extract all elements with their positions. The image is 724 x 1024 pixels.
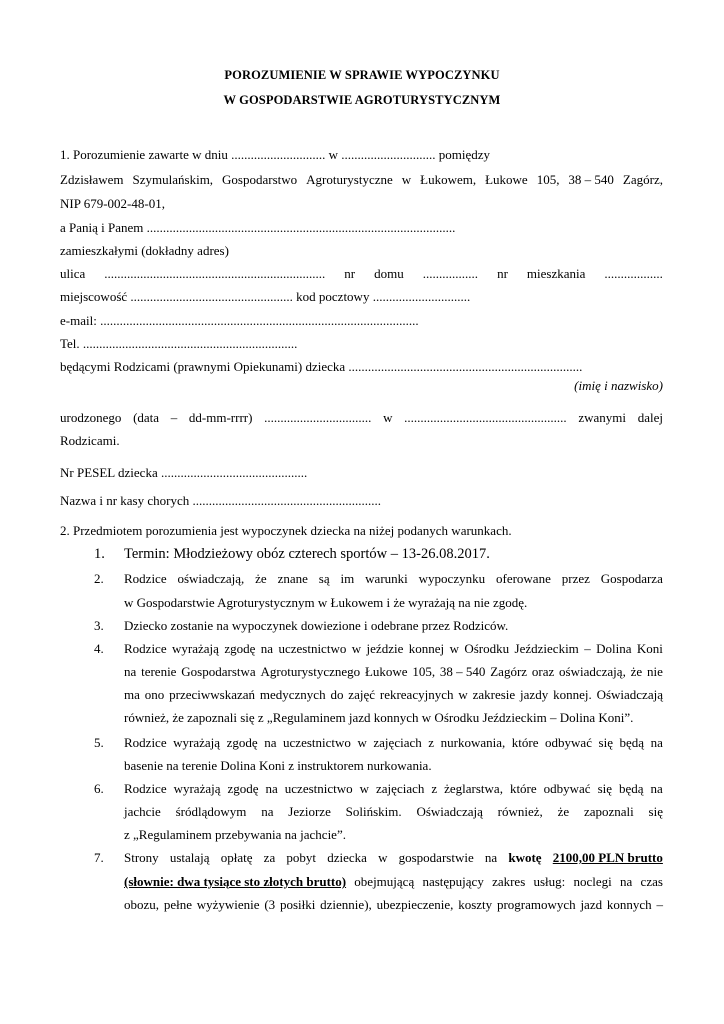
word: noclegi	[573, 874, 612, 889]
party-b: a Panią i Panem ...............................................................................................	[60, 220, 456, 235]
word: koszty	[458, 897, 493, 912]
word: Gospodarstwo	[222, 172, 298, 187]
word: Łukowe	[485, 172, 528, 187]
word: Zagórz,	[622, 172, 663, 187]
word: .................................	[264, 410, 372, 425]
word: domu	[374, 266, 404, 281]
word: na	[124, 664, 137, 679]
word: –	[656, 897, 663, 912]
street-line	[60, 266, 663, 282]
word: Rodzice	[124, 735, 167, 750]
word: Zagórz	[490, 664, 528, 679]
city-line: miejscowość .................................................. kod pocztowy ..............................	[60, 289, 471, 304]
list-item-line	[124, 735, 663, 751]
word: –	[170, 410, 178, 425]
list-item-line: również, że zapoznali się z „Regulaminem jazd konnych w Ośrodku Jeździeckim – Dolina Koni”.	[124, 710, 634, 725]
list-item-line: z „Regulaminem przebywania na jachcie”.	[124, 827, 346, 842]
word: w	[359, 781, 370, 796]
word: zajęć	[348, 687, 375, 702]
word: na	[650, 735, 663, 750]
word: w	[378, 850, 388, 865]
word: na	[264, 735, 277, 750]
word: przeciwwskazań	[169, 687, 256, 702]
word: 105,	[536, 172, 560, 187]
word: urodzonego	[60, 410, 122, 425]
fee-words: (słownie: dwa tysiące sto złotych brutto)	[124, 874, 347, 889]
word: że	[557, 804, 570, 819]
word: medycznych	[259, 687, 326, 702]
word: Ośrodku	[464, 641, 510, 656]
list-item-number: 1.	[94, 546, 105, 562]
word: Jeziorze	[288, 804, 331, 819]
list-item-line: basenie na terenie Dolina Koni z instruktorem nurkowania.	[124, 758, 432, 773]
word: im	[340, 571, 355, 586]
word: oraz	[531, 664, 555, 679]
word: Oświadczają	[416, 804, 483, 819]
word: na	[261, 804, 274, 819]
email-line: e-mail: ..................................................................................................	[60, 313, 419, 328]
word: Gospodarza	[600, 571, 663, 586]
word: śródlądowym	[175, 804, 247, 819]
list-item-line	[124, 641, 663, 657]
word: rekreacyjnych	[379, 687, 454, 702]
list-item-line	[124, 804, 663, 820]
word: na	[484, 850, 498, 865]
word: zakresie	[472, 687, 516, 702]
word: na	[650, 781, 663, 796]
list-item-line	[124, 874, 663, 890]
word: które	[511, 735, 539, 750]
list-item-line	[124, 850, 663, 866]
word: Szymulańskim,	[132, 172, 214, 187]
list-item-line	[124, 571, 663, 587]
word: z	[428, 735, 435, 750]
word: ubezpieczenie,	[376, 897, 454, 912]
word: będą	[619, 735, 645, 750]
word: 105,	[412, 664, 436, 679]
word: dziecka	[327, 850, 367, 865]
word: zajęciach	[373, 735, 422, 750]
word: pobyt	[286, 850, 317, 865]
word: się	[598, 735, 613, 750]
word: gospodarstwie	[398, 850, 474, 865]
word: uczestnictwo	[284, 781, 353, 796]
list-item-number: 2.	[94, 571, 104, 586]
list-item-line	[124, 664, 663, 680]
word: Dolina	[596, 641, 632, 656]
word: Agroturystyczne	[306, 172, 393, 187]
word: jeździe	[366, 641, 404, 656]
word: w	[351, 641, 362, 656]
list-item-line	[124, 781, 663, 797]
word: w	[383, 410, 393, 425]
word: –	[584, 641, 591, 656]
word: Strony	[124, 850, 159, 865]
word: żeglarstwa,	[444, 781, 503, 796]
word: Zdzisławem	[60, 172, 124, 187]
word: konnej.	[553, 687, 592, 702]
word: Koni	[636, 641, 663, 656]
list-item-line	[124, 897, 663, 913]
word: Rodzice	[124, 641, 167, 656]
word: w	[458, 687, 468, 702]
word: w	[357, 735, 367, 750]
word: z	[431, 781, 438, 796]
list-item-number: 3.	[94, 618, 104, 633]
word: że	[630, 664, 643, 679]
word: Jeździeckim	[514, 641, 579, 656]
word: odbywać	[545, 735, 592, 750]
word: Łukowe	[364, 664, 408, 679]
word: zapoznali	[583, 804, 634, 819]
list-item-number: 7.	[94, 850, 104, 865]
word: zgodę	[226, 735, 258, 750]
agreement-intro: 1. Porozumienie zawarte w dniu ............................. w ............................. pomiędzy	[60, 147, 491, 162]
word: zgodę	[224, 641, 256, 656]
word: się	[597, 781, 613, 796]
document-title-line-2: W GOSPODARSTWIE AGROTURYSTYCZNYM	[223, 93, 501, 107]
word: jazdy	[520, 687, 549, 702]
word: zakres	[492, 874, 526, 889]
word: w	[449, 641, 459, 656]
word: wyrażają	[173, 735, 221, 750]
word: konnej	[408, 641, 445, 656]
document-title-line-1: POROZUMIENIE W SPRAWIE WYPOCZYNKU	[224, 68, 500, 82]
word: Oświadczają	[596, 687, 663, 702]
word: czas	[640, 874, 663, 889]
word: pełne	[163, 897, 192, 912]
word: usług:	[533, 874, 566, 889]
word: jachcie	[124, 804, 161, 819]
word: 38 – 540	[568, 172, 614, 187]
word: nie	[647, 664, 663, 679]
word: zwanymi	[578, 410, 626, 425]
section-2-intro: 2. Przedmiotem porozumienia jest wypoczynek dziecka na niżej podanych warunkach.	[60, 523, 512, 538]
word: ..................	[604, 266, 663, 281]
word: Agroturystycznego	[260, 664, 361, 679]
word: ....................................................................	[104, 266, 326, 281]
insurance-line: Nazwa i nr kasy chorych ..........................................................	[60, 493, 381, 508]
word: zgodę	[227, 781, 259, 796]
word: ulica	[60, 266, 86, 281]
word: za	[263, 850, 276, 865]
name-hint: (imię i nazwisko)	[574, 378, 663, 393]
fee-word: kwotę	[508, 850, 542, 865]
word: ..................................................	[404, 410, 567, 425]
word: na	[260, 641, 274, 656]
fee-amount: 2100,00 PLN brutto	[552, 850, 663, 865]
residence-label: zamieszkałymi (dokładny adres)	[60, 243, 229, 258]
word: obozu,	[124, 897, 160, 912]
word: że	[255, 571, 267, 586]
word: odbywać	[543, 781, 591, 796]
word: Rodzice	[124, 781, 167, 796]
word: ustalają	[169, 850, 210, 865]
party-a	[60, 172, 663, 188]
list-item-number: 4.	[94, 641, 104, 656]
birth-line	[60, 410, 663, 426]
word: obejmującą	[354, 874, 415, 889]
word: wyrażają	[173, 781, 221, 796]
word: konnych	[606, 897, 652, 912]
word: nurkowania,	[440, 735, 506, 750]
tel-line: Tel. ..................................................................	[60, 336, 298, 351]
list-item-line: Termin: Młodzieżowy obóz czterech sportów – 13-26.08.2017.	[124, 546, 490, 562]
word: oświadczają,	[177, 571, 245, 586]
parents-line: będącymi Rodzicami (prawnymi Opiekunami) dziecka ........................................................................	[60, 359, 583, 374]
list-item-line: Dziecko zostanie na wypoczynek dowiezione i odebrane przez Rodziców.	[124, 618, 509, 633]
word: warunki	[365, 571, 408, 586]
word: opłatę	[220, 850, 253, 865]
word: w	[401, 172, 412, 187]
birth-line-cont: Rodzicami.	[60, 433, 120, 448]
word: posiłki	[279, 897, 316, 912]
word: są	[318, 571, 330, 586]
word: mieszkania	[526, 266, 586, 281]
word: oferowane	[495, 571, 551, 586]
word: terenie	[141, 664, 177, 679]
word: dd-mm-rrrr)	[188, 410, 253, 425]
word: znane	[277, 571, 308, 586]
word: nr	[497, 266, 508, 281]
word: zajęciach	[376, 781, 425, 796]
word: Gospodarstwa	[181, 664, 256, 679]
word: dalej	[637, 410, 663, 425]
list-item-number: 5.	[94, 735, 104, 750]
word: Solińskim.	[345, 804, 402, 819]
word: wyrażają	[172, 641, 219, 656]
word: .................	[422, 266, 479, 281]
word: na	[620, 874, 633, 889]
word: następujący	[422, 874, 484, 889]
word: również,	[497, 804, 543, 819]
word: programowych	[496, 897, 576, 912]
word: uczestnictwo	[278, 641, 347, 656]
word: będą	[619, 781, 644, 796]
word: 38 – 540	[439, 664, 486, 679]
list-item-line: w Gospodarstwie Agroturystycznym w Łukowem i że wyrażają na nie zgodę.	[124, 595, 528, 610]
word: się	[648, 804, 663, 819]
pesel-line: Nr PESEL dziecka .............................................	[60, 465, 308, 480]
word: ono	[144, 687, 165, 702]
word: na	[265, 781, 278, 796]
word: nr	[344, 266, 356, 281]
word: do	[330, 687, 344, 702]
nip: NIP 679-002-48-01,	[60, 196, 165, 211]
word: wyżywienie	[196, 897, 260, 912]
word: które	[509, 781, 537, 796]
word: (3	[264, 897, 276, 912]
word: dziennie),	[320, 897, 372, 912]
list-item-line	[124, 687, 663, 703]
word: przez	[561, 571, 590, 586]
word: jazd	[580, 897, 603, 912]
word: oświadczają,	[559, 664, 626, 679]
word: ma	[124, 687, 140, 702]
word: (data	[133, 410, 160, 425]
word: Łukowem,	[420, 172, 477, 187]
list-item-number: 6.	[94, 781, 104, 796]
word: wypoczynku	[418, 571, 486, 586]
word: uczestnictwo	[283, 735, 351, 750]
word: Rodzice	[124, 571, 167, 586]
